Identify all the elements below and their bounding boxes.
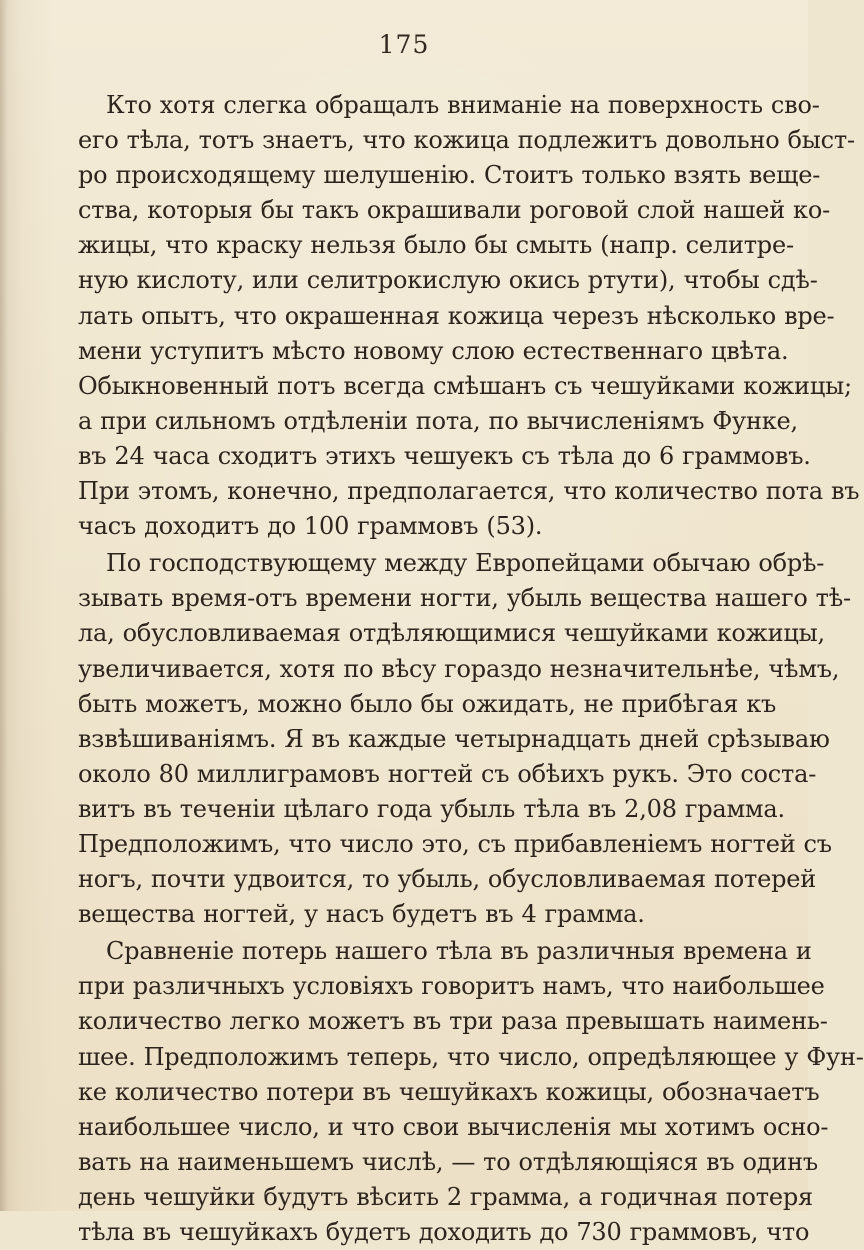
main-text — [78, 88, 864, 1250]
paragraph-3-line-6: наибольшее число, и что свои вычисленія мы хотимъ осно- — [78, 1112, 829, 1141]
paragraph-2 — [78, 546, 851, 932]
paragraph-2-line-5: быть можетъ, можно было бы ожидать, не прибѣгая къ — [78, 689, 777, 718]
paragraph-2-line-3: ла, обусловливаемая отдѣляющимися чешуйками кожицы, — [78, 619, 825, 648]
paragraph-3-line-3: количество легко можетъ въ три раза превышать наимень- — [78, 1007, 828, 1036]
paragraph-3-line-7: вать на наименьшемъ числѣ, — то отдѣляющіяся въ одинъ — [78, 1147, 819, 1176]
paragraph-2-line-11: вещества ногтей, у насъ будетъ въ 4 грамма. — [78, 900, 645, 929]
paragraph-3-line-5: ке количество потери въ чешуйкахъ кожицы, обозначаетъ — [78, 1077, 820, 1106]
paragraph-1-line-6: ную кислоту, или селитрокислую окись ртути), чтобы сдѣ- — [78, 266, 818, 295]
paragraph-2-line-9: Предположимъ, что число это, съ прибавленіемъ ногтей съ — [78, 829, 832, 858]
paragraph-1-line-13: часъ доходитъ до 100 граммовъ (53). — [78, 512, 543, 541]
paragraph-2-line-1: По господствующему между Европейцами обычаю обрѣ- — [106, 549, 825, 578]
paragraph-1-line-11: въ 24 часа сходитъ этихъ чешуекъ съ тѣла до 6 граммовъ. — [78, 441, 811, 470]
paragraph-3-line-2: при различныхъ условіяхъ говоритъ намъ, что наибольшее — [78, 972, 825, 1001]
paragraph-1-line-3: ро происходящему шелушенію. Стоитъ только взять веще- — [78, 161, 821, 190]
paragraph-2-line-7: около 80 миллиграмовъ ногтей съ обѣихъ рукъ. Это соста- — [78, 759, 817, 788]
paragraph-2-line-10: ногъ, почти удвоится, то убыль, обусловливаемая потерей — [78, 865, 817, 894]
paragraph-3-line-1: Сравненіе потерь нашего тѣла въ различныя времена и — [106, 937, 812, 966]
paragraph-2-line-6: взвѣшиваніямъ. Я въ каждые четырнадцать дней срѣзываю — [78, 724, 830, 753]
paragraph-3-line-4: шее. Предположимъ теперь, что число, опредѣляющее у Фун- — [78, 1042, 864, 1071]
paragraph-1-line-2: его тѣла, тотъ знаетъ, что кожица подлежитъ довольно быст- — [78, 126, 855, 155]
paragraph-1-line-10: а при сильномъ отдѣленіи пота, по вычисленіямъ Функе, — [78, 406, 798, 435]
paragraph-2-line-4: увеличивается, хотя по вѣсу гораздо незначительнѣе, чѣмъ, — [78, 654, 840, 683]
page-number: 175 — [378, 30, 430, 59]
paragraph-2-line-2: зывать время-отъ времени ногти, убыль вещества нашего тѣ- — [78, 584, 851, 613]
paragraph-3-line-9: тѣла въ чешуйкахъ будетъ доходить до 730 граммовъ, что — [78, 1218, 810, 1246]
paragraph-1-line-4: ства, которыя бы такъ окрашивали роговой слой нашей ко- — [78, 196, 830, 225]
paragraph-3-line-8: день чешуйки будутъ вѣсить 2 грамма, а годичная потеря — [78, 1182, 813, 1211]
paragraph-1-line-1: Кто хотя слегка обращалъ вниманіе на поверхность сво- — [106, 91, 820, 119]
paragraph-1 — [78, 88, 860, 544]
paragraph-1-line-8: мени уступитъ мѣсто новому слою естественнаго цвѣта. — [78, 336, 789, 365]
paragraph-1-line-9: Обыкновенный потъ всегда смѣшанъ съ чешуйками кожицы; — [78, 371, 852, 400]
paragraph-3 — [78, 934, 864, 1250]
page-edge-shadow — [0, 0, 8, 1211]
paragraph-2-line-8: витъ въ теченіи цѣлаго года убыль тѣла въ 2,08 грамма. — [78, 794, 785, 823]
paragraph-1-line-12: При этомъ, конечно, предполагается, что количество пота въ — [78, 477, 860, 506]
paragraph-1-line-7: лать опытъ, что окрашенная кожица черезъ нѣсколько вре- — [78, 301, 835, 330]
paragraph-1-line-5: жицы, что краску нельзя было бы смыть (напр. селитре- — [78, 231, 794, 260]
